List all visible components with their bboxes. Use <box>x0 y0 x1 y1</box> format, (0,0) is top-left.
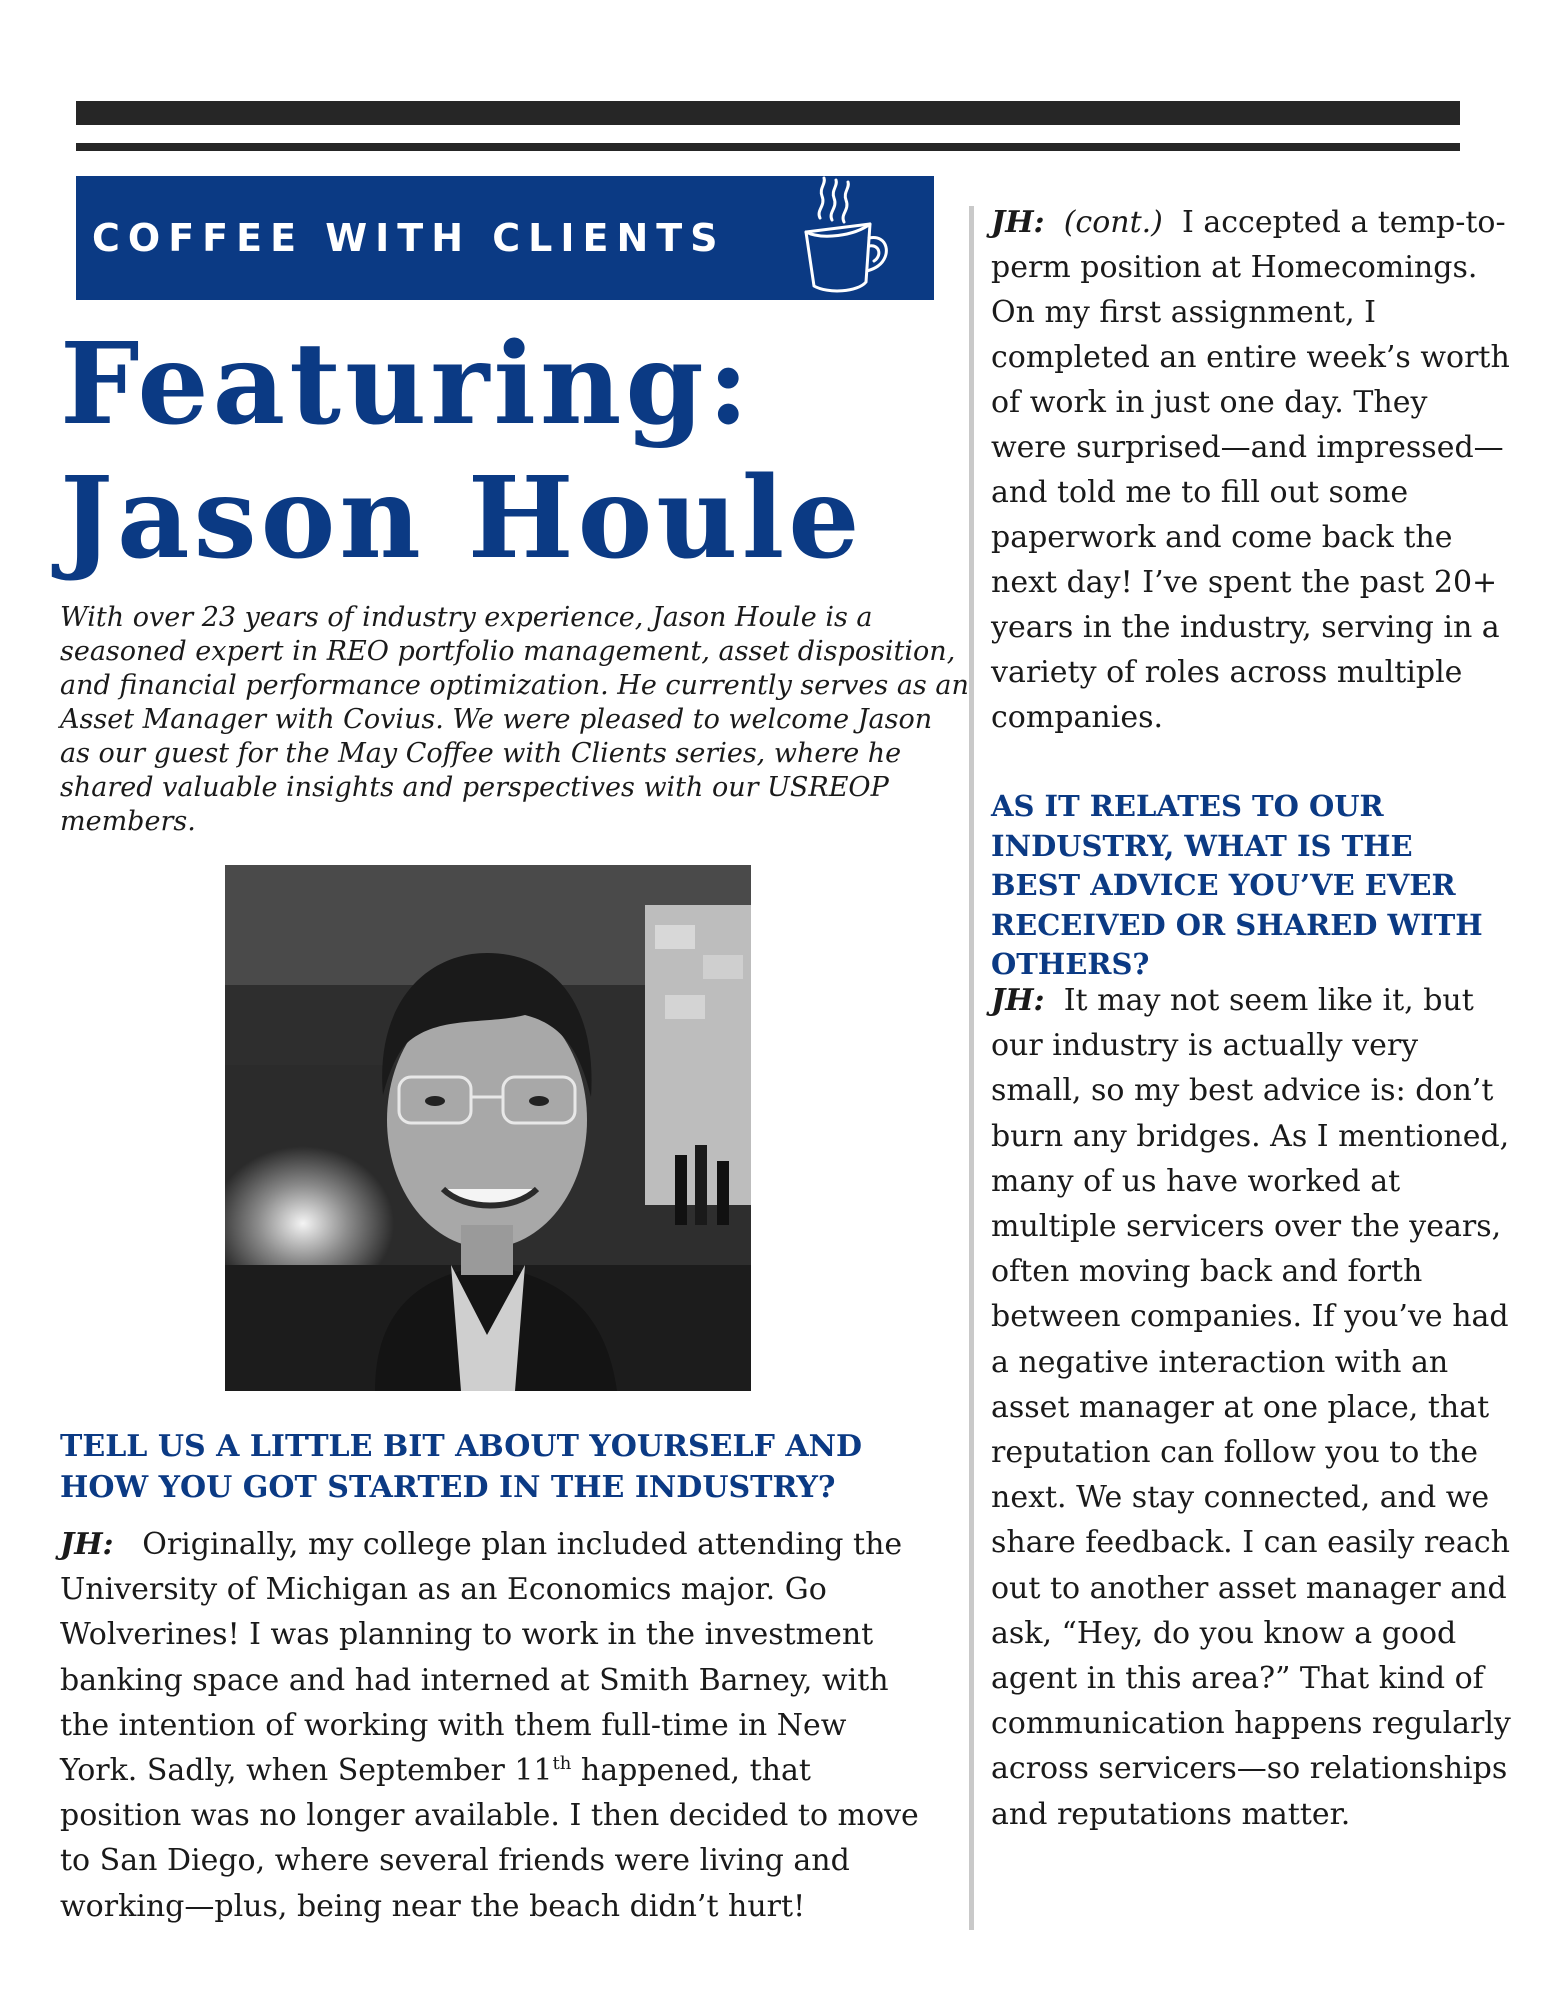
intro-paragraph: With over 23 years of industry experience, Jason Houle is a seasoned expert in REO portfolio management, asset disposition, and financial performance optimization. He currently serves as an Asset Manager with Covius. We were pleased to welcome Jason as our guest for the May Coffee with Clients series, where he shared valuable insights and perspectives with our USREOP members. <box>60 602 969 837</box>
answer-1 <box>60 1522 930 1929</box>
continued-answer: JH: (cont.) I accepted a temp-to-perm position at Homecomings. On my first assignment, I completed an entire week’s worth of work in just one day. They were surprised—and impressed—and told me to fill out some paperwork and come back the next day! I’ve spent the past 20+ years in the industry, serving in a variety of roles across multiple companies. <box>991 205 1510 735</box>
portrait-photo <box>225 865 751 1391</box>
feature-title <box>60 318 940 586</box>
speaker-label: JH <box>991 205 1034 240</box>
coffee-mug-icon <box>782 176 902 300</box>
top-rule-thick <box>76 101 1460 125</box>
column-divider <box>969 206 974 1930</box>
title-line-name: Jason Houle <box>60 453 864 584</box>
title-line-featuring: Featuring: <box>60 319 754 450</box>
continued-text: I accepted a temp-to-perm position at Homecomings. On my first assignment, I completed an entire week’s worth of work in just one day. They were surprised—and impressed—and told me to fill out some paperwork and come back the next day! I’ve spent the past 20+ years in the industry, serving in a variety of roles across multiple companies. <box>991 205 1510 735</box>
question-1-heading: TELL US A LITTLE BIT ABOUT YOURSELF AND HOW YOU GOT STARTED IN THE INDUSTRY? <box>60 1429 863 1505</box>
answer-2-text: It may not seem like it, but our industry is actually very small, so my best advice is: don’t burn any bridges. As I mentioned, many of us have worked at multiple servicers over the years, often moving back and forth between companies. If you’ve had a negative interaction with an asset manager at one place, that reputation can follow you to the next. We stay connected, and we share feedback. I can easily reach out to another asset manager and ask, “Hey, do you know a good agent in this area?” That kind of communication happens regularly across servicers—so relationships and reputations matter. <box>991 983 1511 1832</box>
question-2-heading: AS IT RELATES TO OUR INDUSTRY, WHAT IS THE BEST ADVICE YOU’VE EVER RECEIVED OR SHARED WITH OTHERS? <box>991 789 1483 981</box>
speaker-label: JH: <box>60 1527 114 1562</box>
continued-label: (cont.) <box>1063 205 1163 240</box>
ordinal-suffix: th <box>552 1753 572 1775</box>
section-banner <box>76 176 934 300</box>
speaker-label: JH: <box>991 983 1045 1018</box>
banner-title: COFFEE WITH CLIENTS <box>92 216 726 260</box>
answer-1-text-b: happened, that position was no longer available. I then decided to move to San Diego, where several friends were living and working—plus, being near the beach didn’t hurt! <box>60 1753 919 1924</box>
answer-1-text-a: Originally, my college plan included attending the University of Michigan as an Economics major. Go Wolverines! I was planning to work in the investment banking space and had interned at Smith Barney, with the intention of working with them full-time in New York. Sadly, when September 11 <box>60 1527 903 1789</box>
top-rule-thin <box>76 143 1460 151</box>
answer-2 <box>991 978 1511 1837</box>
